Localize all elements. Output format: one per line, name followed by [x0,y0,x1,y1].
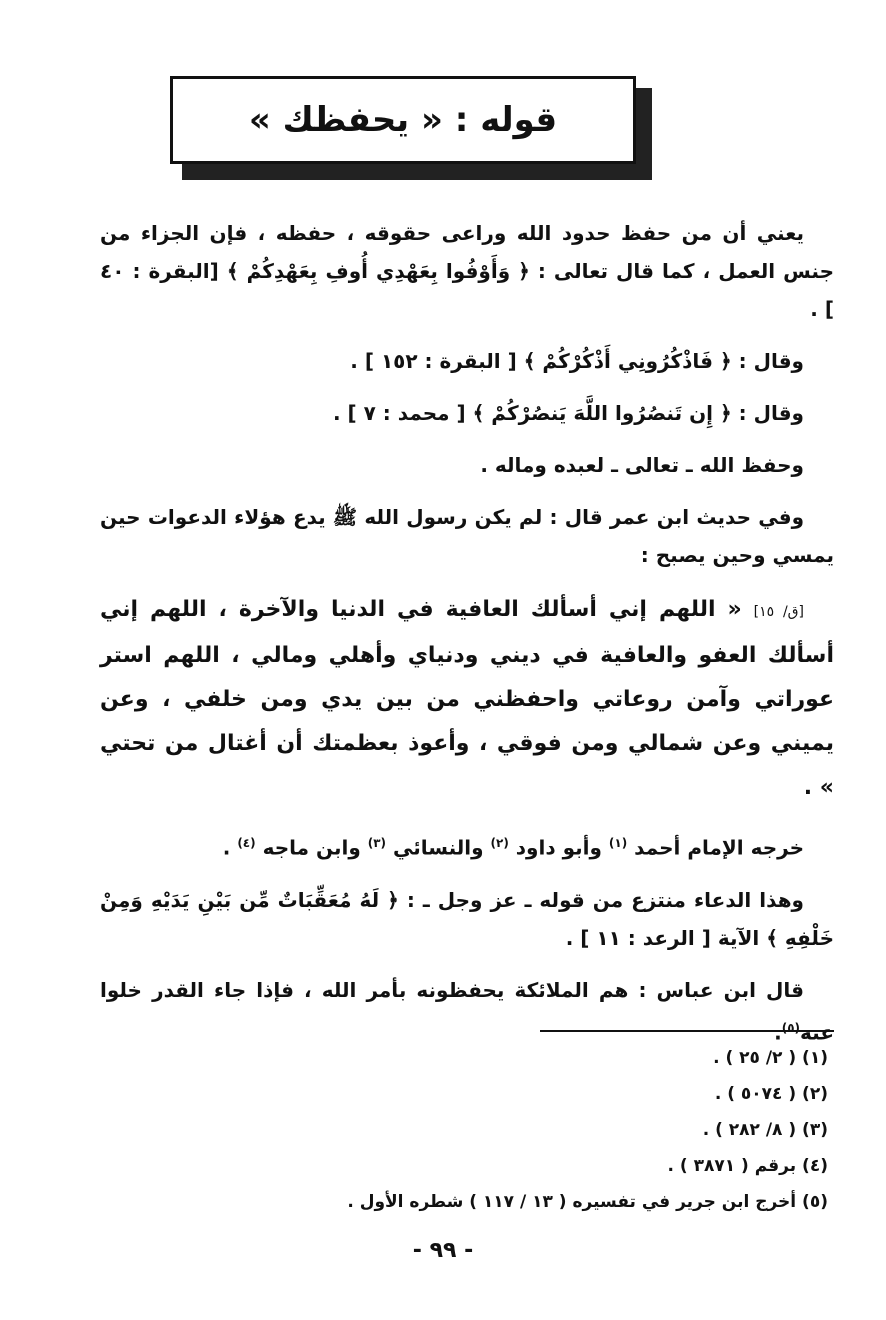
footnote-item: (٢) ( ٥٠٧٤ ) . [714,1084,828,1104]
footnote-ref: (٤) [237,836,256,850]
takhrij-paragraph [100,824,834,867]
footnote-item: (٤) برقم ( ٣٨٧١ ) . [667,1156,828,1176]
hadith-text: « اللهم إني أسألك العافية في الدنيا والآخرة ، اللهم إني أسألك العفو والعافية في ديني ودنياي وأهلي ومالي ، اللهم استر عوراتي وآمن روعاتي واحفظني من بين يدي ومن خلفي ، وعن يميني وعن شمالي ومن فوقي ، وأعوذ بعظمتك أن أغتال من تحتي » . [100,597,834,800]
paragraph: وقال : ﴿ إِن تَنصُرُوا اللَّهَ يَنصُرْكُمْ ﴾ [ محمد : ٧ ] . [332,401,804,425]
ibn-abbas-text: قال ابن عباس : هم الملائكة يحفظونه بأمر الله ، فإذا جاء القدر خلوا عنه [100,977,834,1045]
paragraph: وقال : ﴿ فَاذْكُرُونِي أَذْكُرْكُمْ ﴾ [ البقرة : ١٥٢ ] . [350,349,804,373]
page-title: قوله : « يحفظك » [248,100,558,140]
title-box [170,76,636,164]
footnote-ref: (٥) [781,1020,801,1035]
hadith-marker: [ق/ ١٥] [753,604,804,620]
page-number: - ٩٩ - [412,1238,474,1263]
takhrij-text: وأبو داود [515,835,609,860]
paragraph: يعني أن من حفظ حدود الله وراعى حقوقه ، حفظه ، فإن الجزاء من جنس العمل ، كما قال تعالى : ﴿ وَأَوْفُوا بِعَهْدِي أُوفِ بِعَهْدِكُمْ ﴾ [البقرة : ٤٠ ] . [100,221,834,321]
paragraph: وحفظ الله ـ تعالى ـ لعبده وماله . [480,453,804,477]
takhrij-text: . [222,835,238,860]
hadith-paragraph [100,588,834,810]
footnote-ref: (٣) [367,836,387,850]
footnotes [200,1040,828,1220]
takhrij-text: والنسائي [393,835,491,860]
footnote-ref: (١) [608,836,628,850]
takhrij-text: خرجه الإمام أحمد [634,835,804,860]
paragraph: وفي حديث ابن عمر قال : لم يكن رسول الله ﷺ يدع هؤلاء الدعوات حين يمسي وحين يصبح : [100,505,834,567]
footnote-item: (٥) أخرج ابن جرير في تفسيره ( ١٣ / ١١٧ ) شطره الأول . [347,1192,828,1212]
footnote-ref: (٢) [490,836,509,850]
main-text [100,214,834,1065]
footnote-separator [540,1030,834,1032]
ibn-abbas-end: . [774,1020,782,1045]
footnote-item: (١) ( ٢/ ٢٥ ) . [713,1048,828,1068]
paragraph: وهذا الدعاء منتزع من قوله ـ عز وجل ـ : ﴿ لَهُ مُعَقِّبَاتٌ مِّن بَيْنِ يَدَيْهِ وَمِنْ خَلْفِهِ ﴾ الآية [ الرعد : ١١ ] . [100,887,834,950]
takhrij-text: وابن ماجه [262,835,368,860]
footnote-item: (٣) ( ٨/ ٢٨٢ ) . [702,1120,828,1140]
